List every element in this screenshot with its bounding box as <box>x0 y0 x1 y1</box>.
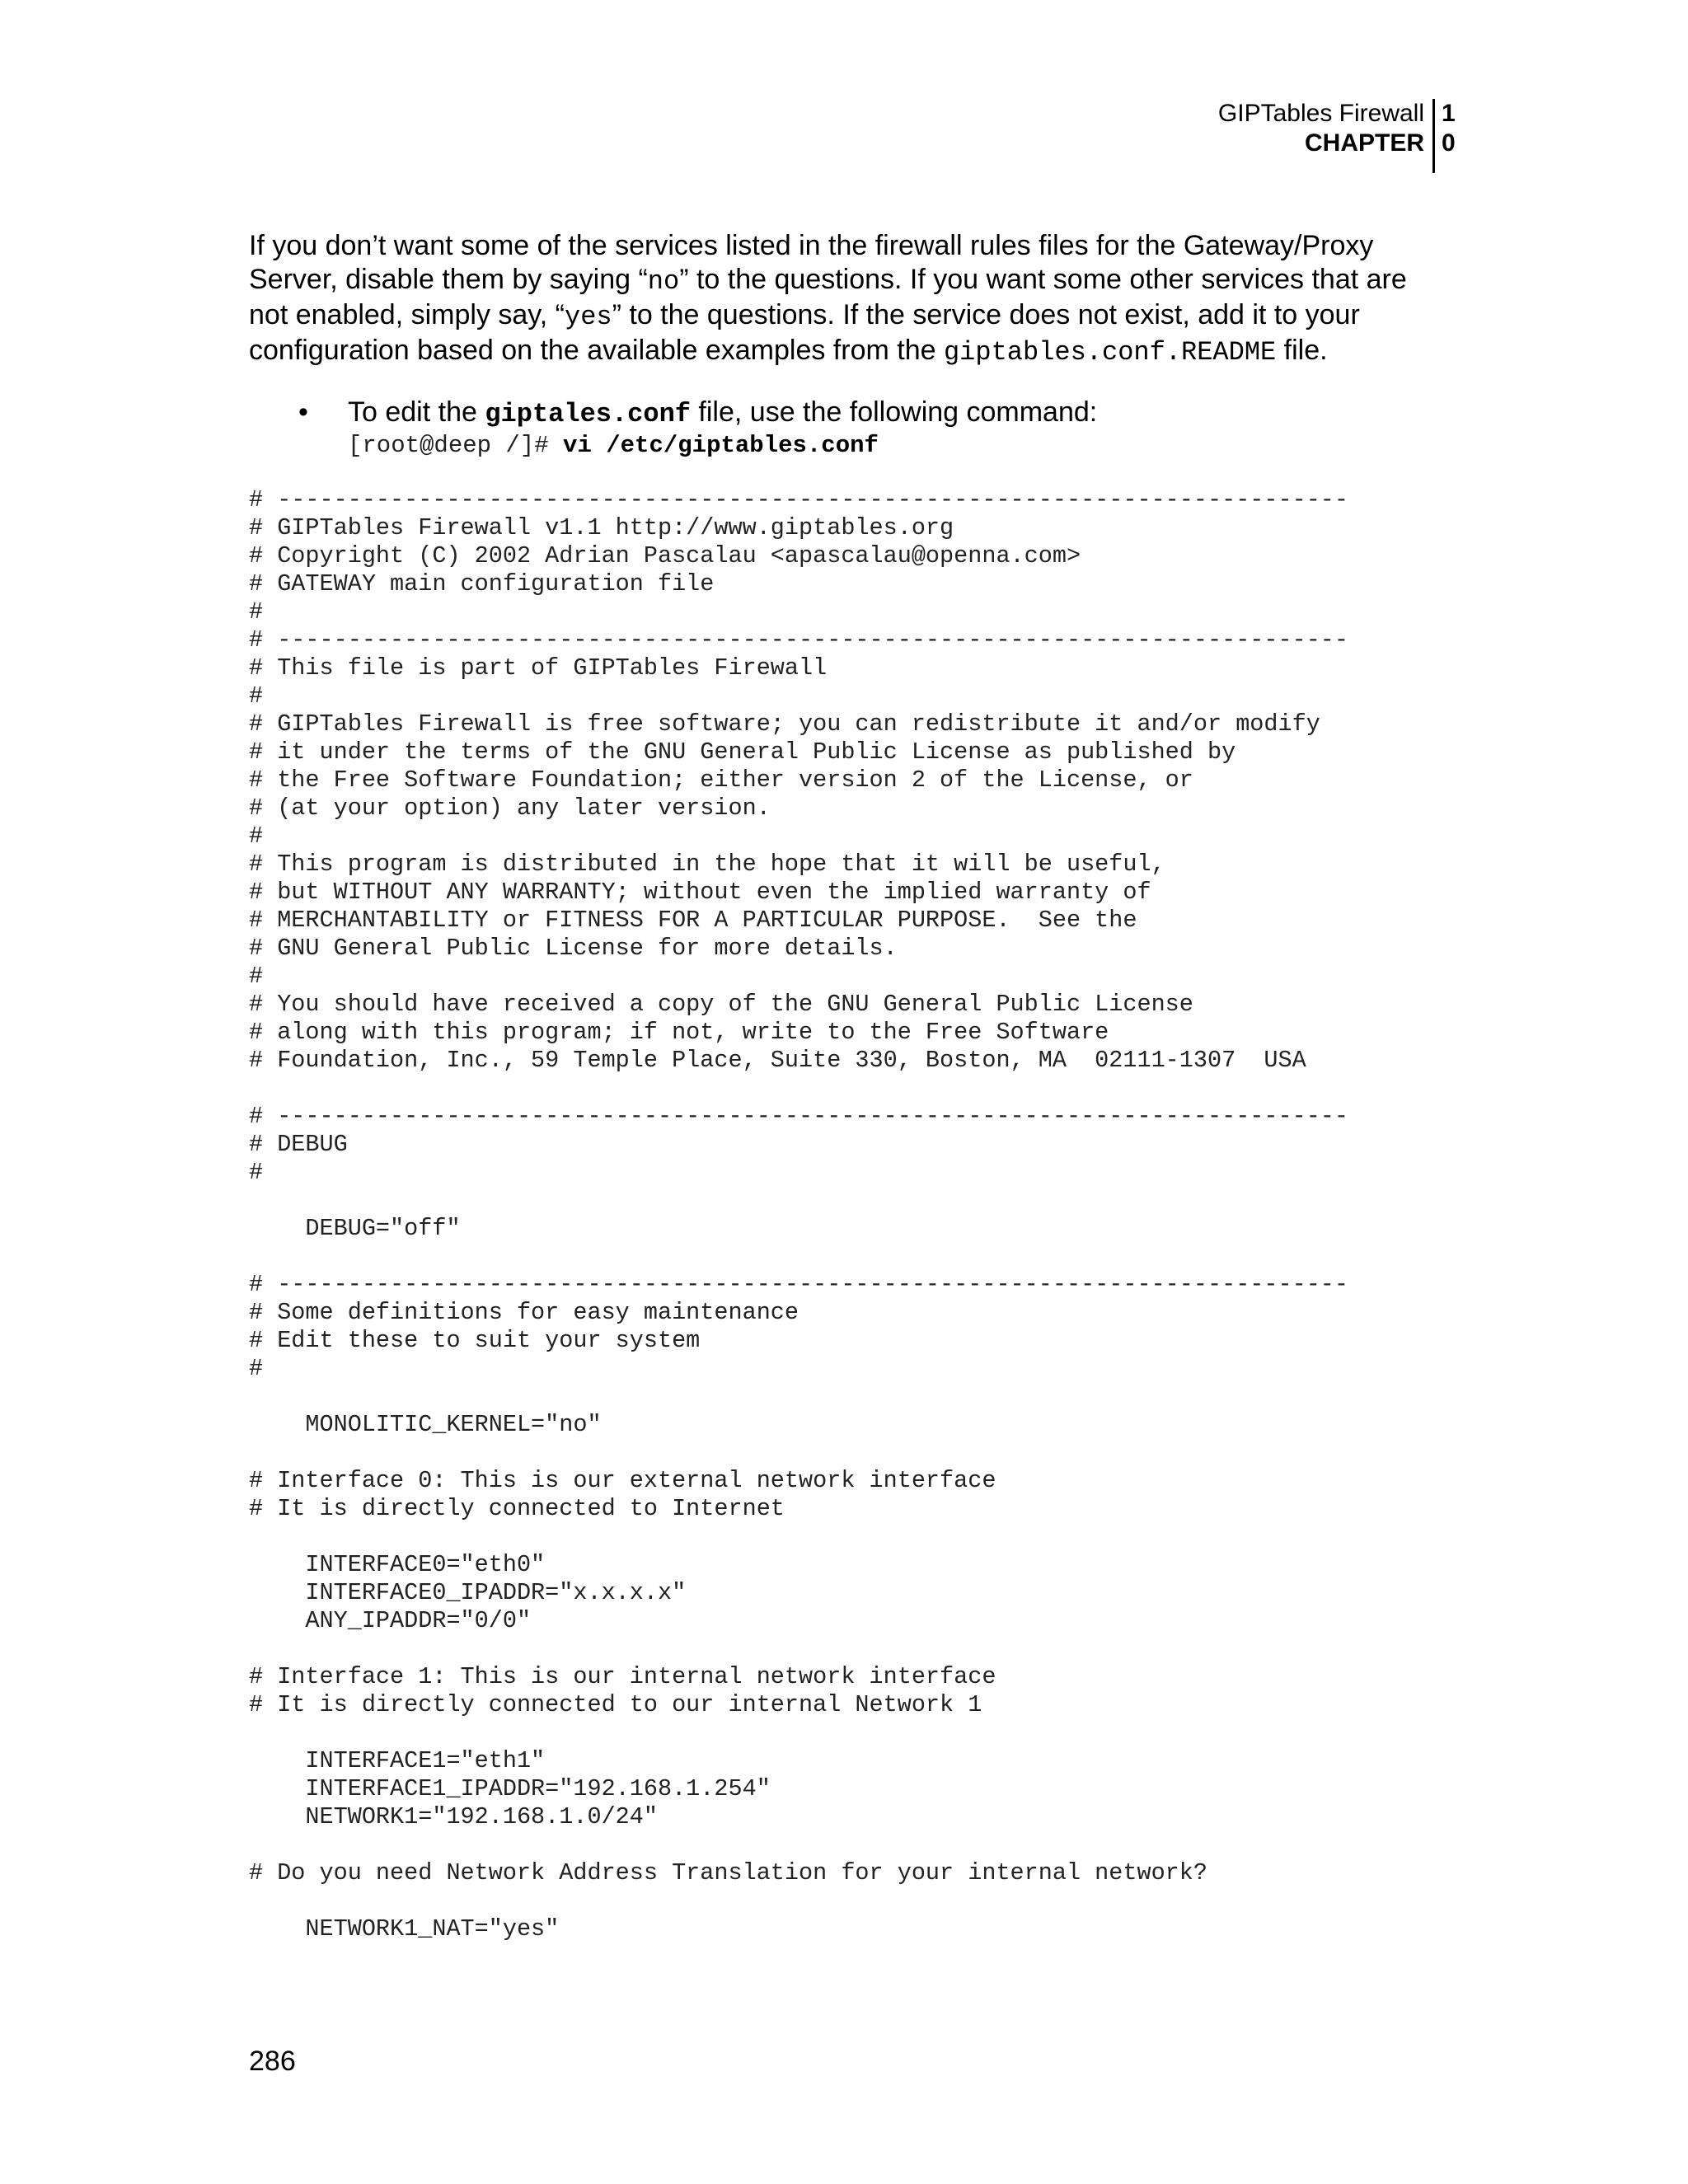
code-line: # Some definitions for easy maintenance <box>249 1299 799 1326</box>
code-line: # Edit these to suit your system <box>249 1327 701 1354</box>
command-line <box>348 431 1452 461</box>
page-header <box>1217 99 1456 158</box>
inline-code-readme: giptables.conf.README <box>943 337 1277 368</box>
bullet-text-1: To edit the <box>348 396 485 428</box>
code-line: # GIPTables Firewall is free software; you can redistribute it and/or modify <box>249 710 1320 738</box>
code-line: INTERFACE1="eth1" <box>249 1747 546 1774</box>
code-line <box>249 1075 1348 1103</box>
code-line <box>249 1523 1348 1551</box>
code-line: # It is directly connected to our internal Network 1 <box>249 1691 982 1718</box>
code-line: DEBUG="off" <box>249 1215 461 1242</box>
code-line: # You should have received a copy of the GNU General Public License <box>249 991 1193 1018</box>
code-line: # <box>249 682 264 710</box>
code-line <box>249 1187 1348 1215</box>
inline-code-yes: yes <box>565 302 612 332</box>
code-line: # <box>249 598 264 626</box>
page-number: 286 <box>249 2046 296 2077</box>
code-line: MONOLITIC_KERNEL="no" <box>249 1411 602 1438</box>
code-line: # it under the terms of the GNU General Public License as published by <box>249 738 1236 766</box>
code-line <box>249 1383 1348 1411</box>
code-line: # Foundation, Inc., 59 Temple Place, Suite 330, Boston, MA 02111-1307 USA <box>249 1047 1306 1074</box>
code-line: # <box>249 1159 264 1186</box>
code-line: # Interface 1: This is our internal network interface <box>249 1663 996 1690</box>
code-line: # ---------------------------------------------------------------------------- <box>249 1103 1349 1130</box>
code-line: # the Free Software Foundation; either version 2 of the License, or <box>249 766 1193 794</box>
code-line: ANY_IPADDR="0/0" <box>249 1607 532 1634</box>
shell-command: vi /etc/giptables.conf <box>563 432 879 459</box>
shell-prompt: [root@deep /]# <box>348 432 564 459</box>
code-line: # GATEWAY main configuration file <box>249 570 715 598</box>
code-line: INTERFACE1_IPADDR="192.168.1.254" <box>249 1775 771 1802</box>
intro-text-4: file. <box>1276 335 1328 366</box>
code-line: # Do you need Network Address Translation for your internal network? <box>249 1859 1207 1886</box>
code-line <box>249 1719 1348 1747</box>
intro-text-3: ” to the questions. If the service does not exist, add it to your configuration based on the available examples from the <box>249 299 1360 366</box>
code-line: # ---------------------------------------------------------------------------- <box>249 486 1349 513</box>
bullet-text-2: file, use the following command: <box>690 396 1098 428</box>
code-line: # This file is part of GIPTables Firewall <box>249 654 828 682</box>
intro-text-1: If you don’t want some of the services listed in the firewall rules files for the Gateway/Proxy Server, disable them by saying “ <box>249 230 1374 295</box>
intro-paragraph <box>249 229 1452 369</box>
chapter-number <box>1432 99 1456 173</box>
bullet-text <box>348 396 1452 431</box>
code-line: # GIPTables Firewall v1.1 http://www.giptables.org <box>249 514 954 541</box>
code-line: # Copyright (C) 2002 Adrian Pascalau <apascalau@openna.com> <box>249 542 1081 569</box>
code-line: # along with this program; if not, write to the Free Software <box>249 1019 1109 1046</box>
code-line: # MERCHANTABILITY or FITNESS FOR A PARTICULAR PURPOSE. See the <box>249 907 1137 934</box>
chapter-number-digit-1: 1 <box>1442 100 1456 127</box>
header-titles <box>1218 99 1432 158</box>
code-line <box>249 1243 1348 1271</box>
bullet-item <box>298 396 1452 461</box>
code-line <box>249 1887 1348 1915</box>
code-line <box>249 1439 1348 1467</box>
code-line: INTERFACE0_IPADDR="x.x.x.x" <box>249 1579 687 1606</box>
code-line: # Interface 0: This is our external network interface <box>249 1467 996 1494</box>
code-line: # (at your option) any later version. <box>249 794 771 822</box>
code-line: # GNU General Public License for more details. <box>249 935 898 962</box>
code-line: # DEBUG <box>249 1131 348 1158</box>
code-line: NETWORK1_NAT="yes" <box>249 1915 560 1943</box>
intro-text-2: ” to the questions. If you want some other services that are not enabled, simply say, “ <box>249 264 1407 330</box>
code-line: # but WITHOUT ANY WARRANTY; without even the implied warranty of <box>249 879 1151 906</box>
chapter-number-digit-2: 0 <box>1442 129 1456 157</box>
code-line: NETWORK1="192.168.1.0/24" <box>249 1803 658 1830</box>
inline-code-no: no <box>647 266 680 297</box>
code-line: # <box>249 823 264 850</box>
code-line: # ---------------------------------------------------------------------------- <box>249 626 1349 654</box>
code-line: INTERFACE0="eth0" <box>249 1551 546 1578</box>
inline-code-filename: giptales.conf <box>485 399 691 429</box>
code-line: # <box>249 1355 264 1382</box>
code-line: # This program is distributed in the hope that it will be useful, <box>249 851 1165 878</box>
code-line: # <box>249 963 264 990</box>
header-title: GIPTables Firewall <box>1217 100 1424 127</box>
code-line <box>249 1635 1348 1663</box>
config-code-block <box>249 486 1348 1943</box>
code-line: # ---------------------------------------------------------------------------- <box>249 1271 1349 1298</box>
bullet-symbol: • <box>298 396 308 428</box>
code-line <box>249 1831 1348 1859</box>
header-chapter-label: CHAPTER <box>1304 129 1424 157</box>
code-line: # It is directly connected to Internet <box>249 1495 785 1522</box>
